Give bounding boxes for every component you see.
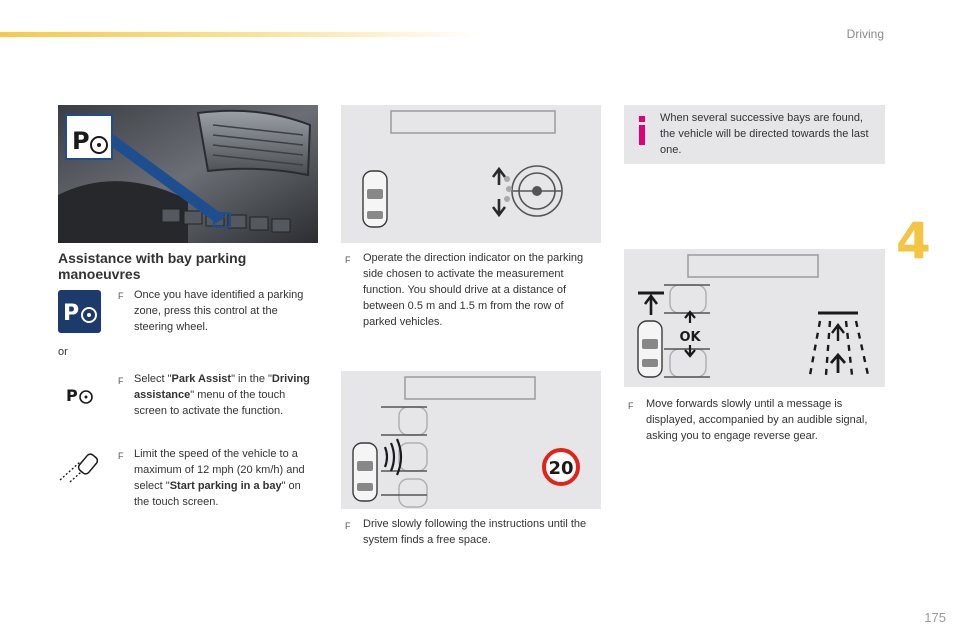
park-assist-icon [66, 384, 96, 406]
or-separator: or [58, 346, 68, 358]
step-3-post: " on the touch screen. [134, 480, 301, 508]
park-assist-label: Park Assist [171, 373, 232, 385]
page-number: 175 [924, 610, 946, 625]
driving-assistance-label: Driving assistance [134, 373, 310, 401]
ok-message-label: OK [679, 330, 701, 345]
step-1-text: Once you have identified a parking zone, press this control at the steering wheel. [134, 289, 304, 333]
start-parking-label: Start parking in a bay [169, 480, 282, 492]
info-box [624, 105, 885, 164]
step-4-text: Operate the direction indicator on the parking side chosen to activate the measurement function. You should drive at a distance of between 0.5 m and 1.5 m from the row of parked vehicles. [363, 252, 584, 328]
step-3-text [134, 446, 316, 510]
bullet: F [345, 521, 351, 531]
bullet: F [118, 376, 124, 386]
step-2-mid: " in the " [231, 373, 272, 385]
step-5-text: Drive slowly following the instructions until the system finds a free space. [363, 518, 587, 546]
indicator-illustration [341, 105, 601, 243]
section-name: Driving [846, 27, 884, 41]
reverse-gear-illustration [624, 249, 885, 387]
step-2-post: " menu of the touch screen to activate the function. [134, 389, 286, 417]
park-button-letter: P [63, 301, 80, 326]
park-assist-button-icon [58, 290, 101, 333]
bay-parking-icon [58, 452, 102, 484]
scan-illustration [341, 371, 601, 509]
bullet: F [345, 255, 351, 265]
step-6-text: Move forwards slowly until a message is displayed, accompanied by an audible signal, asking you to engage reverse gear. [646, 398, 868, 442]
dashboard-photo [58, 105, 318, 243]
chapter-number: 4 [896, 212, 931, 270]
speed-limit-value: 20 [548, 458, 574, 479]
info-text: When several successive bays are found, the vehicle will be directed towards the last one. [660, 112, 869, 156]
bullet: F [118, 291, 124, 301]
bullet: F [628, 401, 634, 411]
step-3-pre: Limit the speed of the vehicle to a maximum of 12 mph (20 km/h) and select " [134, 448, 305, 492]
bullet: F [118, 451, 124, 461]
svg-text:P: P [66, 386, 78, 405]
section-title: Assistance with bay parking manoeuvres [58, 250, 247, 282]
svg-text:P: P [72, 127, 90, 155]
info-icon [636, 116, 648, 146]
header-accent-bar [0, 32, 480, 37]
step-2-pre: Select " [134, 373, 172, 385]
step-2-text [134, 371, 316, 419]
